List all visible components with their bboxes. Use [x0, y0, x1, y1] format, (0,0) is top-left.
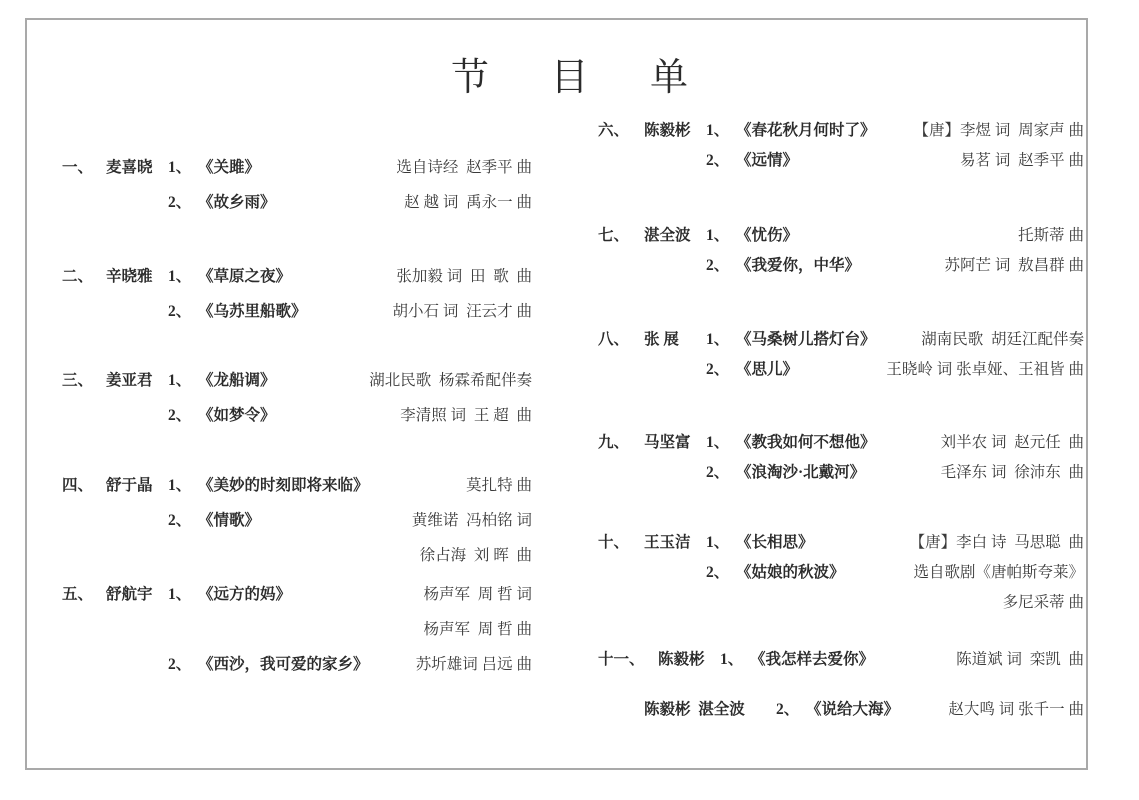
song-credit: 李清照 词 王 超 曲 — [400, 407, 532, 424]
song-number: 2、 — [776, 701, 800, 718]
program-entry-11 — [598, 647, 1084, 727]
song-number: 2、 — [168, 194, 192, 211]
program-entry-7 — [598, 223, 1084, 283]
song-number: 2、 — [706, 152, 730, 169]
song-title: 《说给大海》 — [806, 701, 900, 718]
song-row — [62, 155, 532, 190]
song-credit: 胡小石 词 汪云才 曲 — [392, 303, 532, 320]
credit-continuation-row — [62, 543, 532, 578]
song-row — [62, 190, 532, 225]
song-row — [598, 148, 1084, 178]
entry-number: 七、 — [598, 227, 630, 244]
entry-number: 十、 — [598, 534, 630, 551]
program-column-right — [598, 118, 1084, 727]
song-credit: 王晓岭 词 张卓娅、王祖皆 曲 — [886, 361, 1084, 378]
song-number: 2、 — [706, 257, 730, 274]
performer-name: 舒航宇 — [106, 586, 153, 603]
program-entry-8 — [598, 327, 1084, 387]
song-row — [598, 253, 1084, 283]
song-row — [62, 299, 532, 334]
credit-continuation-row — [598, 590, 1084, 620]
song-title: 《浪淘沙·北戴河》 — [736, 464, 866, 481]
program-entry-10 — [598, 530, 1084, 620]
performer-name: 辛晓雅 — [106, 268, 153, 285]
song-number: 1、 — [706, 122, 730, 139]
song-title: 《忧伤》 — [736, 227, 799, 244]
song-title: 《故乡雨》 — [198, 194, 276, 211]
song-credit-line2: 杨声军 周 哲 曲 — [423, 621, 532, 638]
song-number: 2、 — [706, 564, 730, 581]
song-row — [62, 652, 532, 687]
entry-number: 三、 — [62, 372, 94, 389]
performer-name: 姜亚君 — [106, 372, 153, 389]
song-credit: 张加毅 词 田 歌 曲 — [396, 268, 532, 285]
song-credit: 赵 越 词 禹永一 曲 — [404, 194, 532, 211]
song-credit: 莫扎特 曲 — [466, 477, 532, 494]
song-title: 《乌苏里船歌》 — [198, 303, 307, 320]
song-credit-line2: 徐占海 刘 晖 曲 — [419, 547, 532, 564]
song-row — [598, 118, 1084, 148]
song-credit: 易茗 词 赵季平 曲 — [959, 152, 1084, 169]
song-title: 《我怎样去爱你》 — [750, 651, 875, 668]
performer-name: 王玉洁 — [644, 534, 691, 551]
song-credit: 赵大鸣 词 张千一 曲 — [948, 701, 1084, 718]
song-title: 《情歌》 — [198, 512, 261, 529]
song-title: 《教我如何不想他》 — [736, 434, 876, 451]
song-title: 《春花秋月何时了》 — [736, 122, 876, 139]
song-credit: 黄维诺 冯柏铭 词 — [411, 512, 532, 529]
song-number: 1、 — [168, 477, 192, 494]
song-row — [62, 264, 532, 299]
program-column-left — [62, 155, 532, 687]
program-entry-2 — [62, 264, 532, 334]
song-title: 《长相思》 — [736, 534, 814, 551]
song-number: 1、 — [706, 331, 730, 348]
song-credit: 陈道斌 词 栾凯 曲 — [956, 651, 1084, 668]
song-row — [598, 430, 1084, 460]
song-number: 1、 — [168, 268, 192, 285]
song-number: 2、 — [168, 512, 192, 529]
entry-number: 五、 — [62, 586, 94, 603]
performer-name: 麦喜晓 — [106, 159, 153, 176]
song-title: 《思儿》 — [736, 361, 799, 378]
performer-name: 马坚富 — [644, 434, 691, 451]
credit-continuation-row — [62, 617, 532, 652]
song-row — [598, 560, 1084, 590]
song-row — [62, 582, 532, 617]
song-row — [598, 223, 1084, 253]
song-title: 《远方的妈》 — [198, 586, 292, 603]
song-credit: 选自歌剧《唐帕斯夸莱》 — [913, 564, 1084, 581]
song-number: 1、 — [168, 159, 192, 176]
song-title: 《远情》 — [736, 152, 799, 169]
entry-number: 二、 — [62, 268, 94, 285]
song-title: 《马桑树儿搭灯台》 — [736, 331, 876, 348]
song-row — [62, 403, 532, 438]
song-number: 1、 — [706, 434, 730, 451]
song-credit: 选自诗经 赵季平 曲 — [396, 159, 532, 176]
song-row — [62, 508, 532, 543]
performer-name: 舒于晶 — [106, 477, 153, 494]
song-credit: 苏圻雄词 吕远 曲 — [415, 656, 532, 673]
song-title: 《姑娘的秋波》 — [736, 564, 845, 581]
song-number: 2、 — [168, 407, 192, 424]
song-title: 《龙船调》 — [198, 372, 276, 389]
song-number: 1、 — [706, 227, 730, 244]
page-title: 节 目 单 — [450, 57, 714, 99]
song-row — [598, 647, 1084, 677]
song-number: 1、 — [706, 534, 730, 551]
song-number: 2、 — [706, 464, 730, 481]
song-credit: 苏阿芒 词 敖昌群 曲 — [944, 257, 1084, 274]
song-credit: 【唐】李煜 词 周家声 曲 — [913, 122, 1084, 139]
song-title: 《西沙，我可爱的家乡》 — [198, 656, 369, 673]
program-entry-5 — [62, 582, 532, 687]
song-credit: 托斯蒂 曲 — [1018, 227, 1084, 244]
song-row — [598, 697, 1084, 727]
song-row — [598, 357, 1084, 387]
song-number: 1、 — [168, 586, 192, 603]
program-entry-1 — [62, 155, 532, 225]
performer-name: 湛全波 — [644, 227, 691, 244]
song-credit-line2: 多尼采蒂 曲 — [1002, 594, 1084, 611]
song-number: 1、 — [168, 372, 192, 389]
song-title: 《关雎》 — [198, 159, 261, 176]
song-title: 《如梦令》 — [198, 407, 276, 424]
song-title: 《我爱你，中华》 — [736, 257, 861, 274]
program-entry-4 — [62, 473, 532, 578]
song-number: 2、 — [168, 303, 192, 320]
song-row — [598, 327, 1084, 357]
song-number: 2、 — [168, 656, 192, 673]
entry-number: 四、 — [62, 477, 94, 494]
entry-number: 十一、 — [598, 651, 645, 668]
performer-name: 陈毅彬 — [644, 122, 691, 139]
song-number: 2、 — [706, 361, 730, 378]
song-row — [62, 473, 532, 508]
song-credit: 刘半农 词 赵元任 曲 — [940, 434, 1084, 451]
program-entry-3 — [62, 368, 532, 438]
entry-number: 一、 — [62, 159, 94, 176]
performer-name: 陈毅彬 — [658, 651, 705, 668]
program-entry-9 — [598, 430, 1084, 490]
song-row — [598, 460, 1084, 490]
song-credit: 杨声军 周 哲 词 — [423, 586, 532, 603]
song-number: 1、 — [720, 651, 744, 668]
duet-performer-names: 陈毅彬 湛全波 — [644, 701, 745, 718]
entry-number: 六、 — [598, 122, 630, 139]
entry-number: 九、 — [598, 434, 630, 451]
song-title: 《美妙的时刻即将来临》 — [198, 477, 369, 494]
entry-number: 八、 — [598, 331, 630, 348]
song-title: 《草原之夜》 — [198, 268, 292, 285]
performer-name: 张 展 — [644, 331, 679, 348]
song-credit: 【唐】李白 诗 马思聪 曲 — [909, 534, 1084, 551]
song-credit: 湖南民歌 胡廷江配伴奏 — [921, 331, 1084, 348]
song-row — [62, 368, 532, 403]
song-row — [598, 530, 1084, 560]
program-entry-6 — [598, 118, 1084, 178]
song-credit: 湖北民歌 杨霖希配伴奏 — [369, 372, 532, 389]
song-credit: 毛泽东 词 徐沛东 曲 — [940, 464, 1084, 481]
